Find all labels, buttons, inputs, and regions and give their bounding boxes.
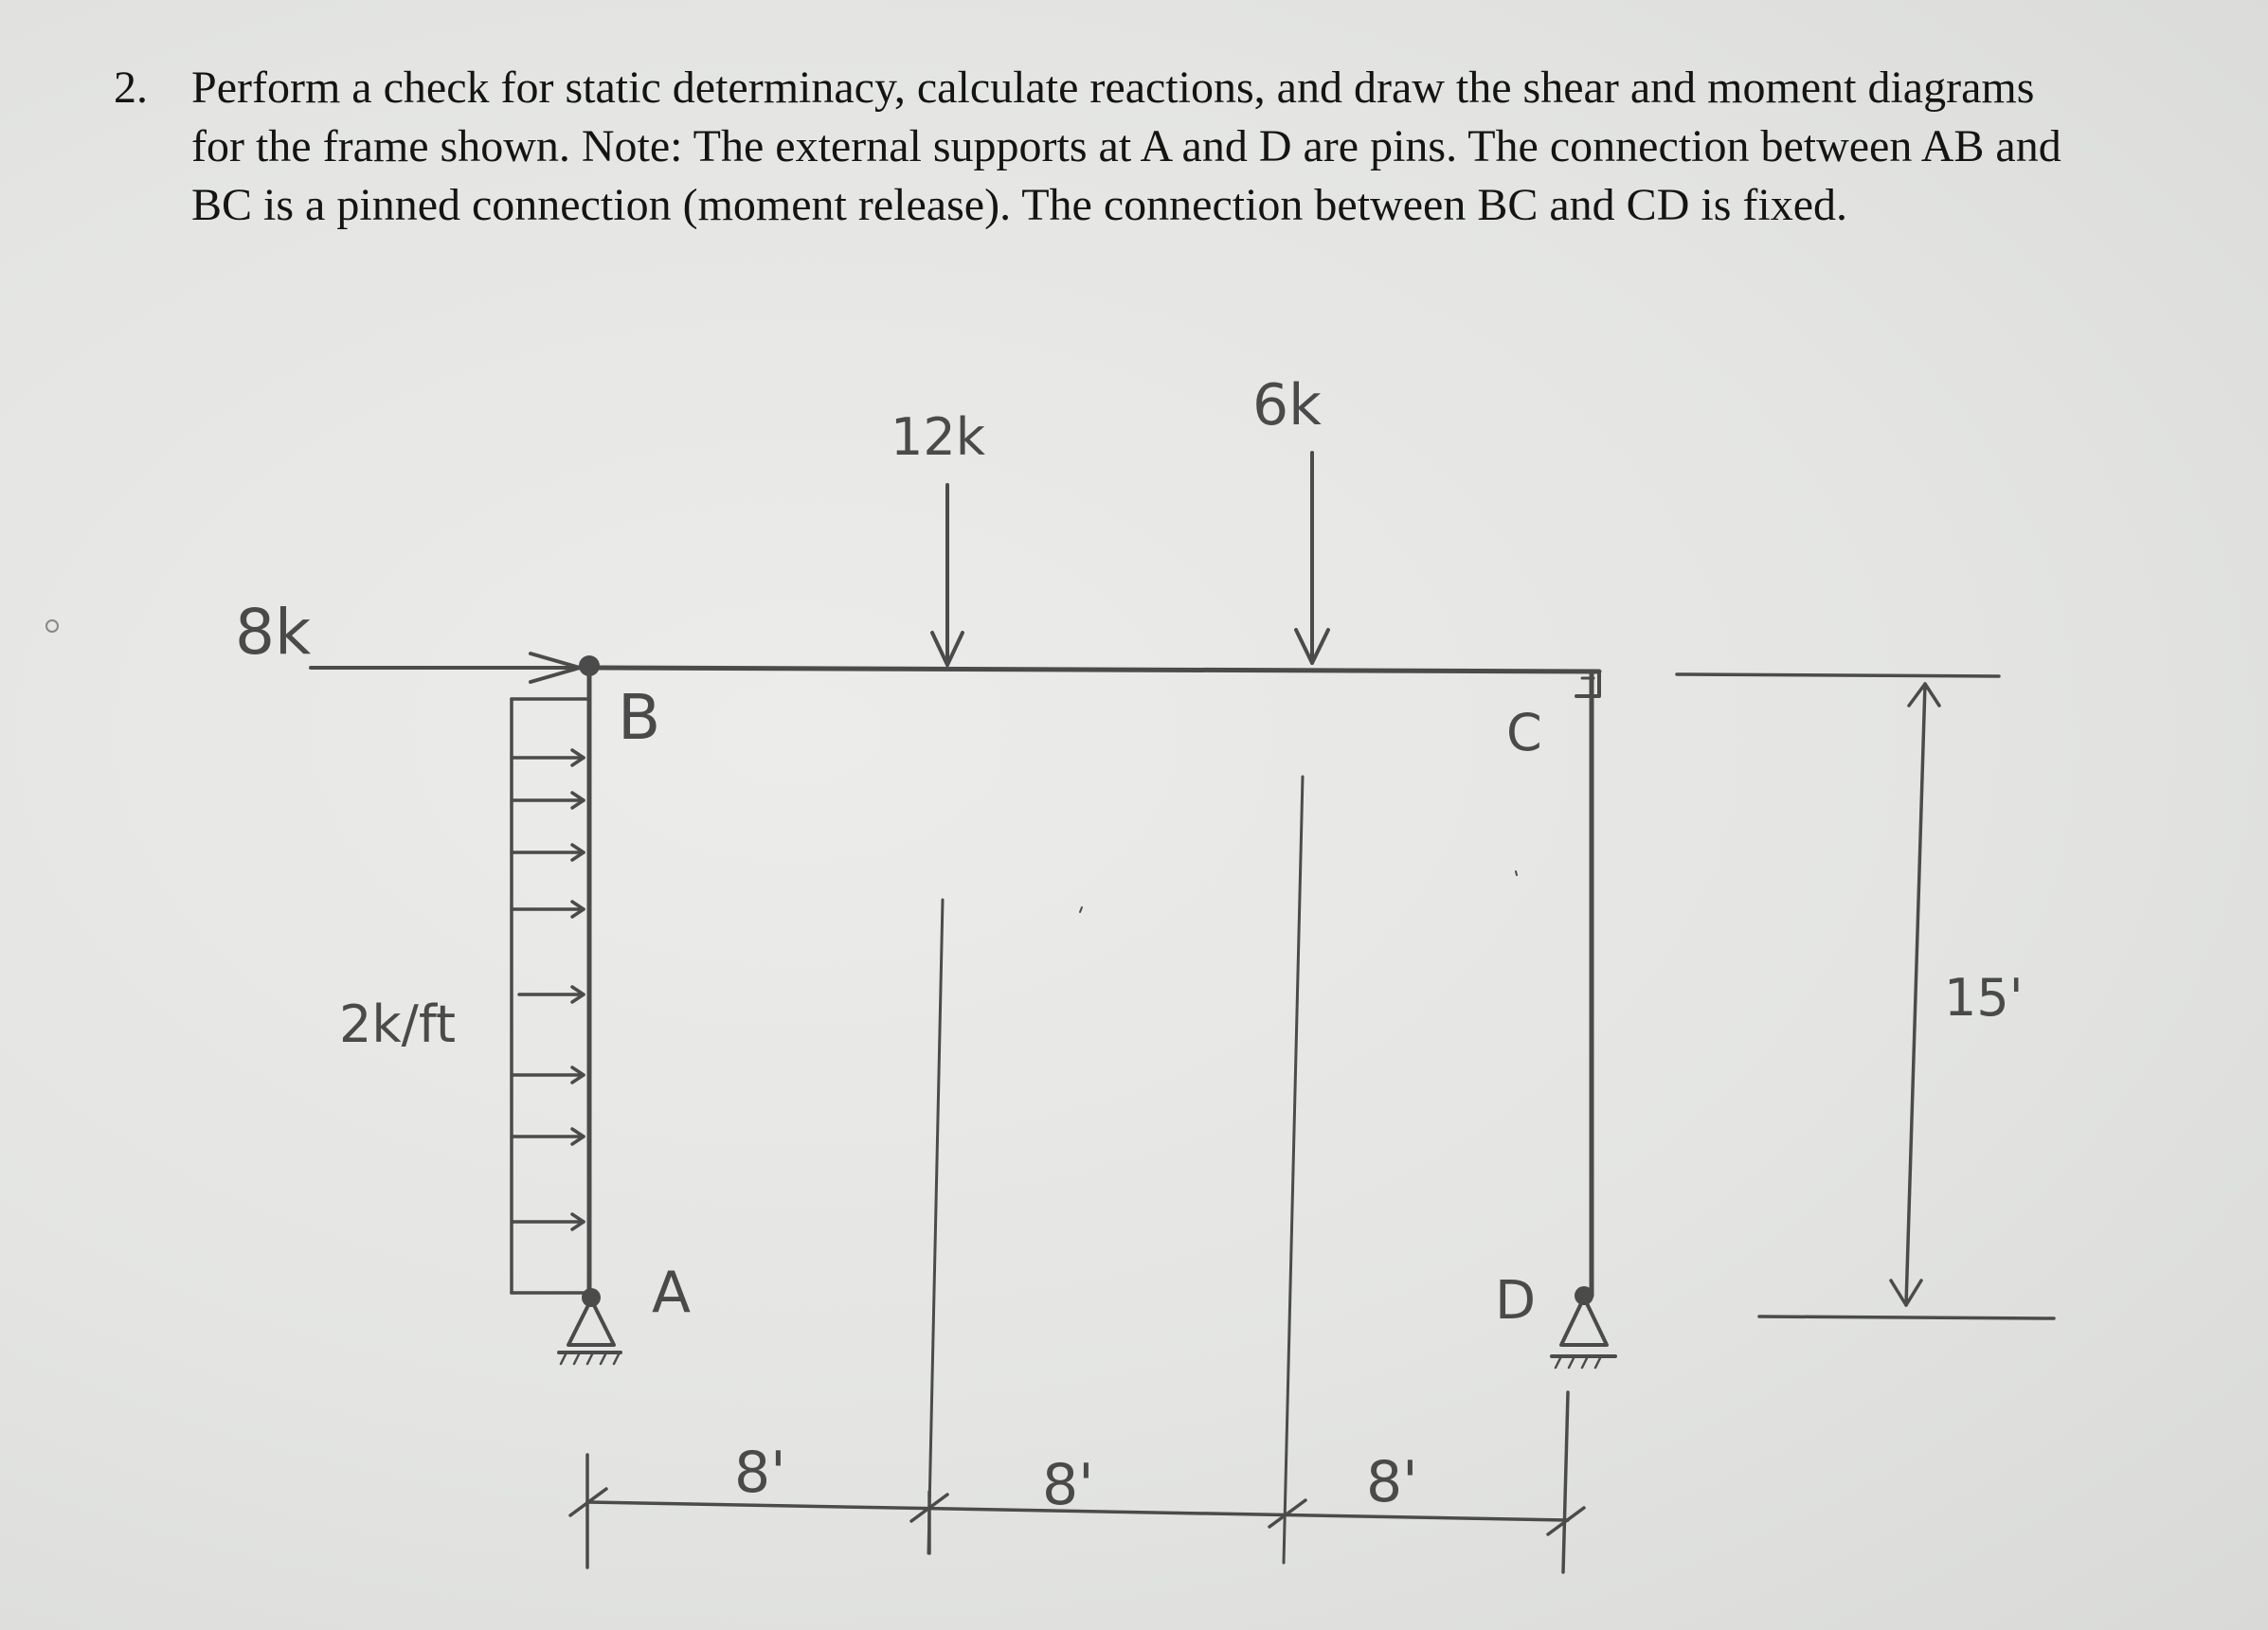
pin-support-d (1552, 1286, 1615, 1368)
dimension-label-height: 15' (1944, 968, 2024, 1028)
dimension-label-span-2: 8' (1042, 1452, 1094, 1518)
problem-line-2: for the frame shown. Note: The external supports at A and D are pins. The connection between AB and (191, 121, 2061, 171)
node-label-a: A (652, 1260, 692, 1326)
problem-number: 2. (114, 63, 148, 113)
point-load-1-arrow (932, 485, 963, 665)
dimension-label-span-1: 8' (734, 1440, 786, 1506)
point-load-2-arrow (1296, 453, 1328, 663)
distributed-load (512, 699, 589, 1293)
dimension-label-span-3: 8' (1366, 1449, 1418, 1515)
pencil-mark (1080, 907, 1082, 912)
pencil-mark (1516, 871, 1517, 875)
pin-support-a (559, 1288, 621, 1364)
node-label-b: B (618, 681, 661, 754)
node-label-d: D (1495, 1270, 1537, 1332)
guide-line-2 (1284, 777, 1303, 1563)
label-8k-load: 8k (235, 596, 312, 669)
problem-line-1: Perform a check for static determinacy, calculate reactions, and draw the shear and moment diagrams (191, 63, 2035, 113)
label-distributed-load: 2k/ft (339, 994, 457, 1054)
beam-bc (587, 668, 1599, 672)
label-12k-load: 12k (891, 407, 985, 467)
node-label-c: C (1506, 703, 1542, 762)
fixed-joint-c (1576, 672, 1599, 696)
problem-line-3: BC is a pinned connection (moment release). The connection between BC and CD is fixed. (191, 180, 1847, 230)
label-6k-load: 6k (1252, 372, 1322, 439)
horizontal-load-arrow (311, 654, 580, 682)
guide-line-1 (928, 900, 943, 1553)
pin-joint-b (579, 655, 600, 676)
